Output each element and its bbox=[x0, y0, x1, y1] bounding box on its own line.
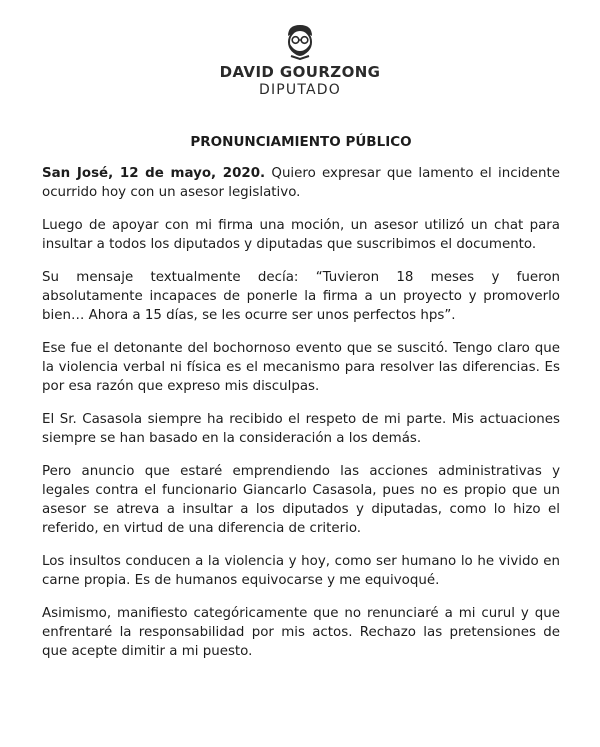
caricature-portrait-icon bbox=[282, 22, 318, 60]
paragraph-1-text: Quiero expresar que lamento el incidente ocurrido hoy con un asesor legislativo. bbox=[42, 166, 561, 200]
paragraph-3: Su mensaje textualmente decía: “Tuvieron 18 meses y fueron absolutamente incapaces de ponerle la firma a un proyecto y promoverlo bien… Ahora a 15 días, se les ocurre ser unos perfectos hps”. bbox=[42, 270, 560, 323]
document-title: PRONUNCIAMIENTO PÚBLICO bbox=[190, 134, 412, 150]
date-lead: San José, 12 de mayo, 2020. bbox=[42, 166, 266, 181]
paragraph-5: El Sr. Casasola siempre ha recibido el respeto de mi parte. Mis actuaciones siempre se han basado en la consideración a los demás. bbox=[42, 412, 560, 446]
paragraph-6: Pero anuncio que estaré emprendiendo las acciones administrativas y legales contra el funcionario Giancarlo Casasola, pues no es propio que un asesor se atreva a insultar a los diputados y diputadas, como lo hizo el referido, en virtud de una diferencia de criterio. bbox=[42, 464, 560, 536]
paragraph-1 bbox=[42, 164, 560, 202]
document-body bbox=[42, 134, 560, 675]
letterhead bbox=[0, 22, 600, 98]
paragraph-7: Los insultos conducen a la violencia y hoy, como ser humano lo he vivido en carne propia. Es de humanos equivocarse y me equivoqué. bbox=[42, 554, 560, 588]
paragraph-8: Asimismo, manifiesto categóricamente que no renunciaré a mi curul y que enfrentaré la responsabilidad por mis actos. Rechazo las pretensiones de que acepte dimitir a mi puesto. bbox=[42, 606, 560, 659]
paragraph-2: Luego de apoyar con mi firma una moción, un asesor utilizó un chat para insultar a todos los diputados y diputadas que suscribimos el documento. bbox=[42, 218, 560, 252]
letterhead-name: DAVID GOURZONG bbox=[219, 63, 381, 81]
letterhead-role: DIPUTADO bbox=[258, 82, 342, 98]
paragraph-4: Ese fue el detonante del bochornoso evento que se suscitó. Tengo claro que la violencia verbal ni física es el mecanismo para resolver las diferencias. Es por esa razón que expreso mis disculpas. bbox=[42, 341, 560, 394]
